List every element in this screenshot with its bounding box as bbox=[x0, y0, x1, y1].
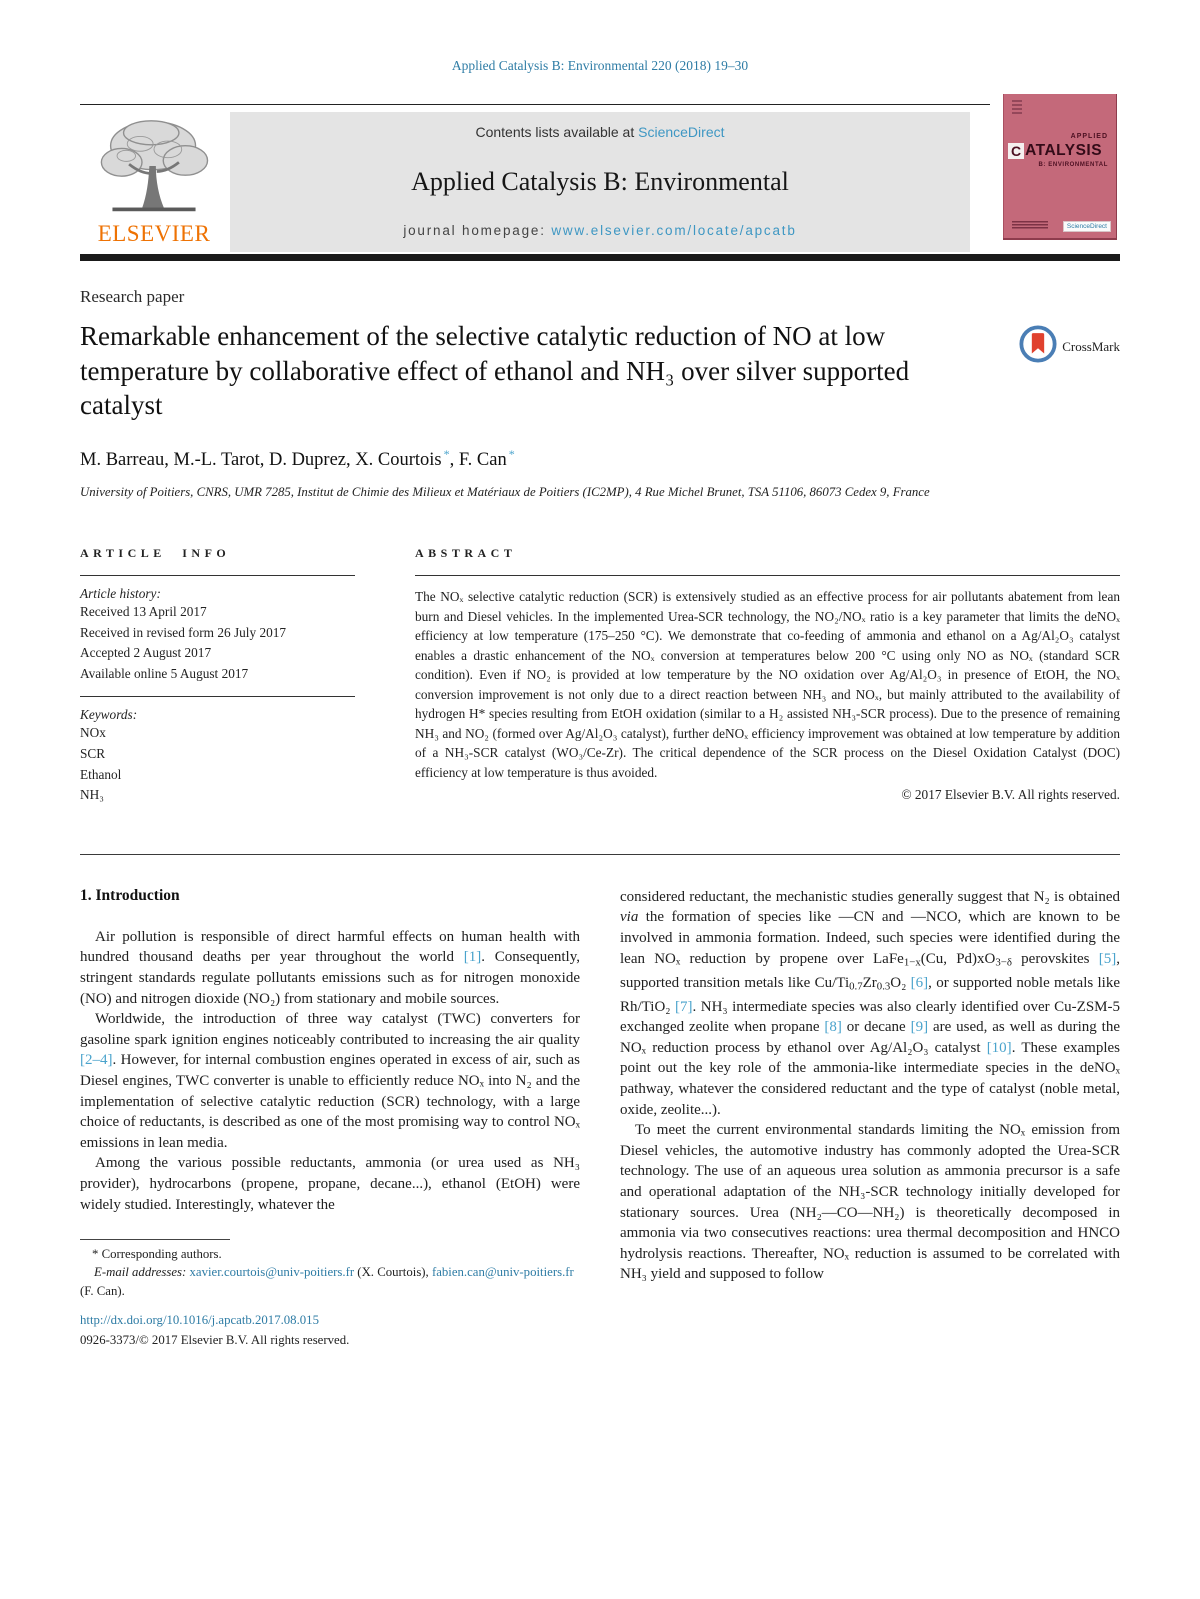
intro-paragraph: Worldwide, the introduction of three way catalyst (TWC) converters for gasoline spark ignition engines noticeably contributed to increasing the air quality [2–4]. However, for internal combustion engines operated in excess of air, such as Diesel engines, TWC converter is unable to efficiently reduce NOₓ into N₂ and the implementation of selective catalytic reduction (SCR) technology, with a large choice of reductants, is described as one of the most promising way to control NOₓ emissions in lean media. bbox=[80, 1011, 580, 1151]
intro-paragraph: Air pollution is responsible of direct harmful effects on human health with hundred thousand deaths per year throughout the world [1]. Consequently, stringent standards regulate pollutants emissions such as for nitrogen monoxide (NO) and nitrogen dioxide (NO₂) from stationary and mobile sources. bbox=[80, 928, 580, 1007]
homepage-prefix: journal homepage: bbox=[403, 223, 552, 238]
email-addresses: E-mail addresses: xavier.courtois@univ-poitiers.fr (X. Courtois), fabien.can@univ-poitiers.fr (F. Can). bbox=[80, 1265, 574, 1299]
intro-paragraph: To meet the current environmental standards limiting the NOₓ emission from Diesel vehicles, the automotive industry has commonly adopted the Urea-SCR technology. The use of an aqueous urea solution as ammonia precursor is a safe and operational adaptation of the NH₃-SCR technology initially developed for stationary sources. Urea (NH₂—CO—NH₂) is theoretically decomposed in ammonia via two consecutives reactions: urea thermal decomposition and HNCO hydrolysis reactions. Thereafter, NOₓ reduction is assumed to be correlated with NH₃ yield and supposed to follow bbox=[620, 1122, 1120, 1283]
keywords-label: Keywords: bbox=[80, 707, 138, 723]
intro-paragraph: Among the various possible reductants, ammonia (or urea used as NH₃ provider), hydrocarbons (propene, propane, decane...), ethanol (EtOH) were widely studied. Interestingly, whatever the bbox=[80, 1155, 580, 1213]
footnote-rule bbox=[80, 1239, 230, 1240]
cover-mini-logo bbox=[1012, 100, 1022, 115]
article-info-rule bbox=[80, 575, 355, 576]
cover-title-initial: C bbox=[1008, 143, 1024, 159]
section-divider-rule bbox=[80, 854, 1120, 855]
crossmark-label: CrossMark bbox=[1062, 338, 1120, 354]
article-title: Remarkable enhancement of the selective catalytic reduction of NO at low temperature by collaborative effect of ethanol and NH₃ over silver supported catalyst bbox=[80, 321, 910, 421]
author-list: M. Barreau, M.-L. Tarot, D. Duprez, X. Courtois *, F. Can * bbox=[80, 446, 515, 470]
article-type-label: Research paper bbox=[80, 287, 185, 306]
keywords-list bbox=[80, 723, 355, 805]
journal-cover-thumbnail[interactable] bbox=[1003, 94, 1117, 240]
sciencedirect-link[interactable]: ScienceDirect bbox=[638, 124, 725, 140]
abstract-copyright: © 2017 Elsevier B.V. All rights reserved. bbox=[901, 787, 1120, 803]
homepage-line bbox=[403, 223, 796, 238]
abstract-rule bbox=[415, 575, 1120, 576]
article-info-heading: ARTICLE INFO bbox=[80, 545, 231, 560]
issn-copyright-line: 0926-3373/© 2017 Elsevier B.V. All rights reserved. bbox=[80, 1333, 350, 1348]
body-column-left bbox=[80, 887, 580, 1351]
journal-banner bbox=[230, 112, 970, 252]
crossmark-button[interactable] bbox=[1019, 325, 1120, 368]
history-item: Received 13 April 2017 bbox=[80, 603, 207, 619]
journal-title: Applied Catalysis B: Environmental bbox=[411, 166, 789, 196]
running-head-citation: Applied Catalysis B: Environmental 220 (2018) 19–30 bbox=[451, 58, 749, 73]
keyword-item: NH₃ bbox=[80, 787, 104, 803]
crossmark-icon bbox=[1019, 325, 1057, 368]
homepage-url-link[interactable]: www.elsevier.com/locate/apcatb bbox=[551, 223, 797, 238]
introduction-heading: 1. Introduction bbox=[80, 886, 180, 904]
abstract-heading: ABSTRACT bbox=[415, 545, 517, 560]
footnote-block bbox=[80, 1239, 580, 1301]
doi-link[interactable]: http://dx.doi.org/10.1016/j.apcatb.2017.08.015 bbox=[80, 1312, 319, 1327]
article-info-column bbox=[80, 546, 355, 806]
contents-line bbox=[475, 124, 724, 140]
cover-sciencedirect-badge: ScienceDirect bbox=[1063, 221, 1111, 232]
history-item: Received in revised form 26 July 2017 bbox=[80, 624, 287, 640]
intro-paragraph: considered reductant, the mechanistic studies generally suggest that N₂ is obtained via the formation of species like —CN and —NCO, which are known to be involved in ammonia formation. Indeed, such species were identified during the lean NOₓ reduction by propene over LaFe$_{1-x}$(Cu, $Pd)xO_{3-\delta}$ perovskites [5], supported transition metals like $Cu/Ti_{0.7}Zr_{0.3}O_2$ [6], or supported noble metals like Rh/TiO₂ [7]. NH₃ intermediate species was also clearly identified over Cu-ZSM-5 exchanged zeolite when propane [8] or decane [9] are used, as well as during the NOₓ reduction process by ethanol over Ag/Al₂O₃ catalyst [10]. These examples point out the key role of the ammonia-like intermediate species in the deNOₓ pathway, whatever the considered reductant and the type of catalyst (noble metal, oxide, zeolite...). bbox=[620, 888, 1120, 1118]
article-history-label: Article history: bbox=[80, 585, 161, 601]
article-history-list bbox=[80, 602, 355, 684]
cover-subtitle: B: ENVIRONMENTAL bbox=[1038, 162, 1108, 168]
journal-masthead bbox=[80, 104, 1120, 254]
cover-title-rest: ATALYSIS bbox=[1025, 142, 1103, 159]
abstract-text: The NOₓ selective catalytic reduction (SCR) is extensively studied as an effective process for air pollutants abatement from lean burn and Diesel vehicles. In the implemented Urea-SCR technology, the NO₂/NOₓ ratio is a key parameter that limits the deNOₓ efficiency at low temperature (175–250 °C). We demonstrate that co-feeding of ammonia and ethanol on a Ag/Al₂O₃ catalyst enables a drastic enhancement of the NOₓ conversion at temperatures below 200 °C using only NO as NOₓ (standard SCR condition). Even if NO₂ is provided at low temperature by the NO oxidation over Ag/Al₂O₃ in presence of EtOH, the NOₓ conversion improvement is not only due to a direct reaction between NH₃ and NOₓ, but mainly attributed to the availability of hydrogen H* species resulting from EtOH oxidation (similar to a H₂ assisted NH₃-SCR process). Due to the presence of remaining NH₃ and NO₂ (formed over Ag/Al₂O₃ catalyst), further deNOₓ efficiency improvement was obtained at low temperature by addition of a NH₃-SCR catalyst (WO₃/Ce-Zr). The critical dependence of the SCR process on the Diesel Oxidation Catalyst (DOC) efficiency at low temperature is thus avoided. bbox=[415, 588, 1120, 780]
keyword-item: NOx bbox=[80, 725, 106, 741]
cover-applied-label: APPLIED bbox=[1070, 133, 1108, 140]
keywords-rule bbox=[80, 696, 355, 697]
contents-prefix: Contents lists available at bbox=[475, 124, 639, 140]
corresponding-authors-note: * Corresponding authors. bbox=[92, 1247, 222, 1262]
article-footer bbox=[80, 1310, 580, 1351]
keyword-item: SCR bbox=[80, 746, 106, 762]
elsevier-logo bbox=[80, 114, 228, 252]
elsevier-wordmark: ELSEVIER bbox=[97, 221, 211, 246]
keyword-item: Ethanol bbox=[80, 766, 122, 782]
masthead-black-bar bbox=[80, 254, 1120, 261]
history-item: Available online 5 August 2017 bbox=[80, 665, 249, 681]
body-column-right bbox=[620, 887, 1120, 1351]
elsevier-tree-icon bbox=[94, 205, 214, 222]
cover-fine-print bbox=[1012, 221, 1048, 230]
affiliation: University of Poitiers, CNRS, UMR 7285, Institut de Chimie des Milieux et Matériaux de Poitiers (IC2MP), 4 Rue Michel Brunet, TSA 51106, 86073 Cedex 9, France bbox=[80, 484, 930, 499]
history-item: Accepted 2 August 2017 bbox=[80, 645, 212, 661]
cover-title bbox=[1008, 142, 1112, 160]
masthead-top-rule bbox=[80, 104, 990, 105]
abstract-column bbox=[415, 546, 1120, 806]
